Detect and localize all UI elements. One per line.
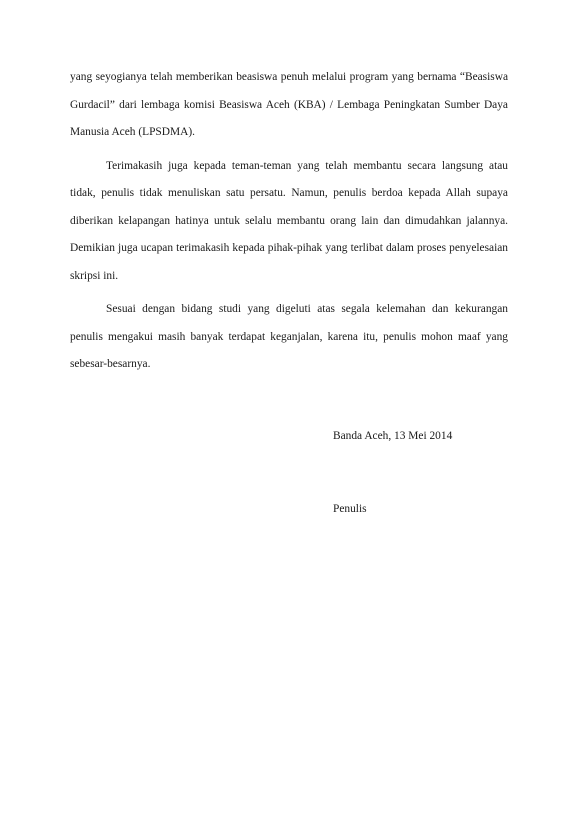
paragraph-thanks-friends: Terimakasih juga kepada teman-teman yang telah membantu secara langsung atau tidak, penulis tidak menuliskan satu persatu. Namun, penulis berdoa kepada Allah supaya diberikan kelapangan hatinya untuk selalu membantu orang lain dan dimudahkan jalannya. Demikian juga ucapan terimakasih kepada pihak-pihak yang terlibat dalam proses penyelesaian skripsi ini. [70,159,508,282]
paragraph-continuation: yang seyogianya telah memberikan beasiswa penuh melalui program yang bernama “Beasiswa Gurdacil” dari lembaga komisi Beasiswa Aceh (KBA) / Lembaga Peningkatan Sumber Daya Manusia Aceh (LPSDMA). [70,71,508,138]
paragraph-apology: Sesuai dengan bidang studi yang digeluti atas segala kelemahan dan kekurangan penulis mengakui masih banyak terdapat keganjalan, karena itu, penulis mohon maaf yang sebesar-besarnya. [70,303,508,370]
author-signature: Penulis [333,503,367,515]
document-body [70,64,508,385]
place-date: Banda Aceh, 13 Mei 2014 [333,430,453,442]
